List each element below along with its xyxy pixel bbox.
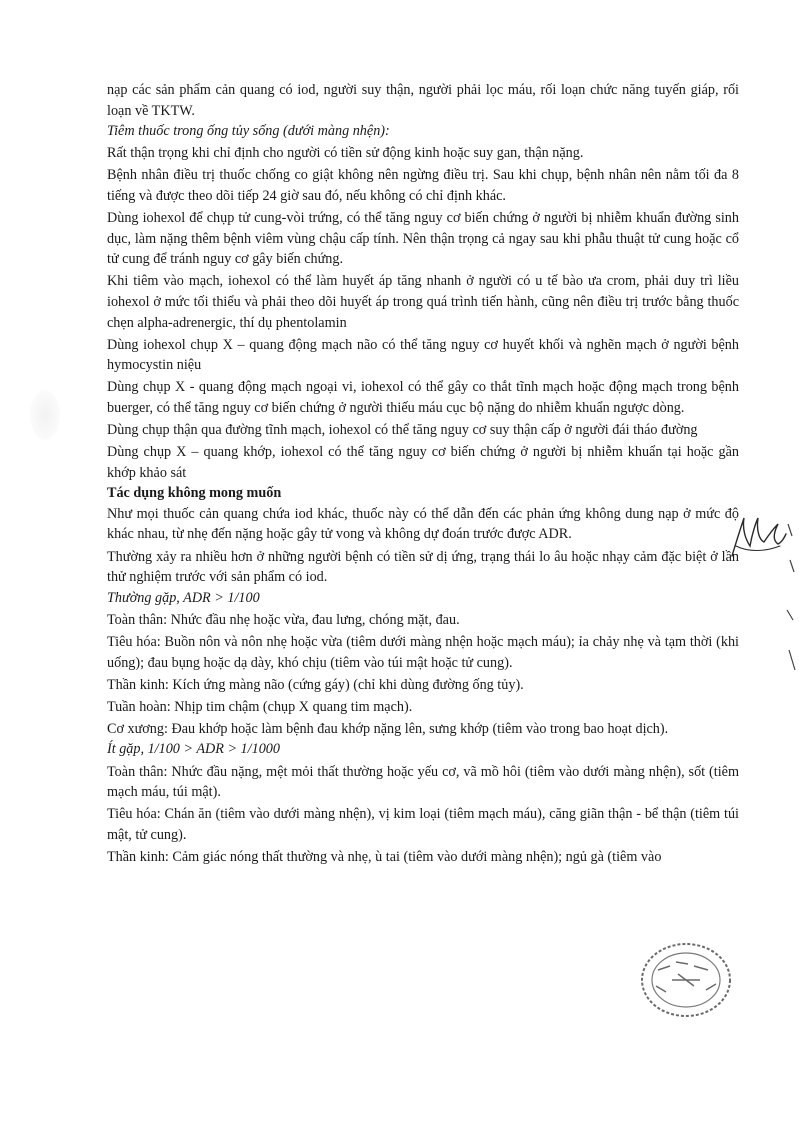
paragraph: Toàn thân: Nhức đầu nhẹ hoặc vừa, đau lưng, chóng mặt, đau.	[107, 611, 460, 628]
paragraph: Tiêu hóa: Buồn nôn và nôn nhẹ hoặc vừa (tiêm dưới màng nhện hoặc mạch máu); ỉa chảy nhẹ và tạm thời (khi uống); đau bụng hoặc dạ dày, khó chịu (tiêm vào túi mật hoặc tử cung).	[107, 633, 739, 671]
subheading-common: Thường gặp, ADR > 1/100	[107, 589, 260, 606]
paragraph: Dùng chụp X - quang động mạch ngoại vi, iohexol có thể gây co thắt tĩnh mạch hoặc động mạch trong bệnh buerger, có thể tăng nguy cơ biến chứng ở người thiếu máu cục bộ nặng do nhiễm khuẩn ngược dòng.	[107, 379, 739, 416]
paragraph: Cơ xương: Đau khớp hoặc làm bệnh đau khớp nặng lên, sưng khớp (tiêm vào trong bao hoạt dịch).	[107, 720, 669, 737]
paragraph: Thường xảy ra nhiều hơn ở những người bệnh có tiền sử dị ứng, trạng thái lo âu hoặc nhạy cảm đặc biệt ở lần thử nghiệm trước với sản phẩm có iod.	[107, 548, 739, 586]
paragraph: Thần kinh: Kích ứng màng não (cứng gáy) (chỉ khi dùng đường ống tủy).	[107, 676, 524, 693]
paragraph: Dùng iohexol chụp X – quang động mạch não có thể tăng nguy cơ huyết khối và nghẽn mạch ở người bệnh hymocystin niệu	[107, 336, 739, 374]
paragraph: Dùng chụp X – quang khớp, iohexol có thể tăng nguy cơ biến chứng ở người bị nhiễm khuẩn tại hoặc gần khớp khảo sát	[107, 444, 739, 481]
section-heading-adverse-effects: Tác dụng không mong muốn	[107, 485, 282, 502]
scan-smudge	[30, 390, 60, 440]
paragraph: Dùng chụp thận qua đường tĩnh mạch, iohexol có thể tăng nguy cơ suy thận cấp ở người đái tháo đường	[107, 422, 698, 438]
paragraph: Rất thận trọng khi chỉ định cho người có tiền sử động kinh hoặc suy gan, thận nặng.	[107, 145, 584, 162]
page-edge-marks	[784, 520, 799, 680]
paragraph: nạp các sản phẩm cản quang có iod, người suy thận, người phải lọc máu, rối loạn chức năng tuyến giáp, rối loạn về TKTW.	[107, 82, 739, 119]
paragraph: Khi tiêm vào mạch, iohexol có thể làm huyết áp tăng nhanh ở người có u tế bào ưa crom, phải duy trì liều iohexol ở mức tối thiểu và phải theo dõi huyết áp trong quá trình tiến hành, cũng nên điều trị trước bằng thuốc chẹn alpha-adrenergic, thí dụ phentolamin	[107, 273, 739, 331]
official-stamp	[636, 940, 736, 1020]
subheading-intrathecal: Tiêm thuốc trong ống tủy sống (dưới màng nhện):	[107, 123, 390, 140]
paragraph: Tiêu hóa: Chán ăn (tiêm vào dưới màng nhện), vị kim loại (tiêm mạch máu), căng giãn thận - bể thận (tiêm túi mật, tử cung).	[107, 806, 739, 843]
subheading-uncommon: Ít gặp, 1/100 > ADR > 1/1000	[107, 741, 280, 758]
paragraph: Bệnh nhân điều trị thuốc chống co giật không nên ngừng điều trị. Sau khi chụp, bệnh nhân nên nằm tối đa 8 tiếng và được theo dõi tiếp 24 giờ sau đó, nếu không có chỉ định khác.	[107, 167, 739, 204]
paragraph: Thần kinh: Cảm giác nóng thất thường và nhẹ, ù tai (tiêm vào dưới màng nhện); ngủ gà (tiêm vào	[107, 848, 662, 865]
paragraph: Dùng iohexol để chụp tử cung-vòi trứng, có thể tăng nguy cơ biến chứng ở người bị nhiễm khuẩn đường sinh dục, làm nặng thêm bệnh viêm vùng chậu cấp tính. Nên thận trọng cả ngay sau khi phẫu thuật tử cung hoặc cổ tử cung để tránh nguy cơ gây biến chứng.	[107, 210, 739, 268]
paragraph: Tuần hoàn: Nhịp tim chậm (chụp X quang tim mạch).	[107, 698, 413, 715]
paragraph: Như mọi thuốc cản quang chứa iod khác, thuốc này có thể dẫn đến các phản ứng không dung nạp ở mức độ khác nhau, từ nhẹ đến nặng hoặc gây tử vong và không dự đoán trước được ADR.	[107, 505, 739, 543]
paragraph: Toàn thân: Nhức đầu nặng, mệt mỏi thất thường hoặc yếu cơ, vã mồ hôi (tiêm vào dưới màng nhện), sốt (tiêm mạch máu, túi mật).	[107, 763, 739, 801]
document-body	[107, 80, 739, 867]
handwritten-signature	[728, 506, 788, 566]
